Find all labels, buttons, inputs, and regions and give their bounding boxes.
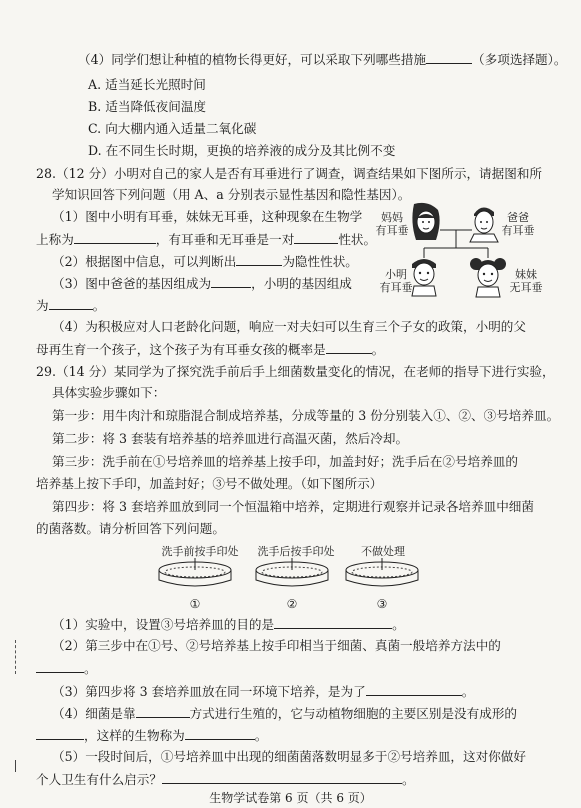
q28-part3: （3）图中爸爸的基因组成为 ，小明的基因组成 — [52, 276, 352, 291]
q29-heading-cont: 具体实验步骤如下： — [52, 385, 166, 400]
option-b: B. 适当降低夜间温度 — [88, 99, 207, 114]
sister-portrait — [470, 258, 506, 297]
q29-heading: 29.（14 分）某同学为了探究洗手前后手上细菌数量变化的情况，在老师的指导下进行实验， — [36, 364, 555, 379]
q27-part4: （4）同学们想让种植的植物长得更好，可以采取下列哪些措施 （多项选择题）。 — [78, 52, 567, 67]
q29-answer2: （2）第三步中在①号、②号培养基上按手印相当于细菌、真菌一般培养方法中的 — [52, 638, 501, 653]
answer-blank[interactable] — [211, 275, 251, 288]
answer-blank[interactable] — [36, 660, 84, 673]
q29-answer4: （4）细菌是靠 方式进行生殖的，它与动植物细胞的主要区别是没有成形的 — [52, 706, 518, 721]
answer-blank[interactable] — [136, 705, 190, 718]
dad-portrait — [470, 207, 498, 242]
q29-answer5-cont: 个人卫生有什么启示？ 。 — [36, 772, 415, 787]
binding-margin-mark — [15, 760, 16, 772]
option-d: D. 在不同生长时期，更换的培养液的成分及其比例不变 — [88, 143, 396, 158]
q29-step4: 第四步：将 3 套培养皿放到同一个恒温箱中培养，定期进行观察并记录各培养皿中细菌 — [52, 499, 534, 514]
dish-1-number: ① — [189, 597, 201, 611]
dish-2-label: 洗手后按手印处 — [257, 545, 335, 558]
petri-dishes-figure — [150, 556, 440, 596]
dish-3-label: 不做处理 — [361, 545, 405, 558]
q28-part4-cont: 母再生育一个孩子，这个孩子为有耳垂女孩的概率是 。 — [36, 342, 385, 357]
answer-blank[interactable] — [326, 341, 372, 354]
petri-dish-2 — [256, 558, 328, 586]
q29-answer3: （3）第四步将 3 套培养皿放在同一环境下培养，是为了 。 — [52, 684, 475, 699]
answer-blank[interactable] — [366, 683, 462, 696]
q28-part2: （2）根据图中信息，可以判断出 为隐性性状。 — [52, 254, 358, 269]
answer-blank[interactable] — [49, 297, 93, 310]
q29-step3-cont: 培养基上按下手印，加盖封好；③号不做处理。（如下图所示） — [36, 476, 383, 491]
dish-2-number: ② — [286, 597, 298, 611]
q29-answer2-cont: 。 — [36, 660, 97, 677]
q28-heading-cont: 学知识回答下列问题（用 A、a 分别表示显性基因和隐性基因）。 — [52, 187, 411, 202]
dad-label: 爸爸 有耳垂 — [501, 211, 535, 237]
xiaoming-label: 小明 有耳垂 — [379, 268, 413, 294]
q29-step4-cont: 的菌落数。请分析回答下列问题。 — [36, 521, 225, 536]
mom-label: 妈妈 有耳垂 — [375, 211, 409, 237]
answer-blank[interactable] — [236, 253, 282, 266]
option-a: A. 适当延长光照时间 — [88, 77, 206, 92]
answer-blank[interactable] — [185, 727, 255, 740]
q28-part1-cont: 上称为 ，有耳垂和无耳垂是一对 性状。 — [36, 232, 377, 247]
mom-portrait — [412, 203, 439, 240]
q29-step1: 第一步：用牛肉汁和琼脂混合制成培养基，分成等量的 3 份分别装入①、②、③号培养皿。 — [52, 408, 560, 423]
petri-dish-3 — [346, 558, 418, 586]
dish-1-label: 洗手前按手印处 — [161, 545, 239, 558]
q28-heading: 28.（12 分）小明对自己的家人是否有耳垂进行了调查，调查结果如下图所示，请据图和所 — [36, 166, 543, 181]
dish-3-number: ③ — [376, 597, 388, 611]
q29-answer5: （5）一段时间后，①号培养皿中出现的细菌菌落数明显多于②号培养皿，这对你做好 — [52, 749, 526, 764]
q28-part3-cont: 为 。 — [36, 298, 106, 313]
sister-label: 妹妹 无耳垂 — [509, 268, 543, 294]
answer-blank[interactable] — [74, 231, 156, 244]
binding-margin-mark — [15, 640, 17, 674]
page-footer: 生物学试卷第 6 页（共 6 页） — [209, 791, 372, 805]
q29-answer4-cont: ，这样的生物称为 。 — [36, 727, 267, 744]
option-c: C. 向大棚内通入适量二氧化碳 — [88, 121, 257, 136]
answer-blank[interactable] — [294, 231, 338, 244]
q29-answer1: （1）实验中，设置③号培养皿的目的是 。 — [52, 617, 405, 632]
answer-blank[interactable] — [426, 51, 472, 64]
q29-step3: 第三步：洗手前在①号培养皿的培养基上按手印，加盖封好；洗手后在②号培养皿的 — [52, 454, 518, 469]
q29-step2: 第二步：将 3 套装有培养基的培养皿进行高温灭菌，然后冷却。 — [52, 431, 409, 446]
q28-part1: （1）图中小明有耳垂，妹妹无耳垂，这种现象在生物学 — [52, 209, 363, 224]
answer-blank[interactable] — [36, 727, 84, 740]
answer-blank[interactable] — [274, 616, 392, 629]
q28-part4: （4）为积极应对人口老龄化问题，响应一对夫妇可以生育三个子女的政策，小明的父 — [52, 319, 526, 334]
petri-dish-1 — [159, 558, 231, 586]
answer-blank[interactable] — [162, 771, 402, 784]
